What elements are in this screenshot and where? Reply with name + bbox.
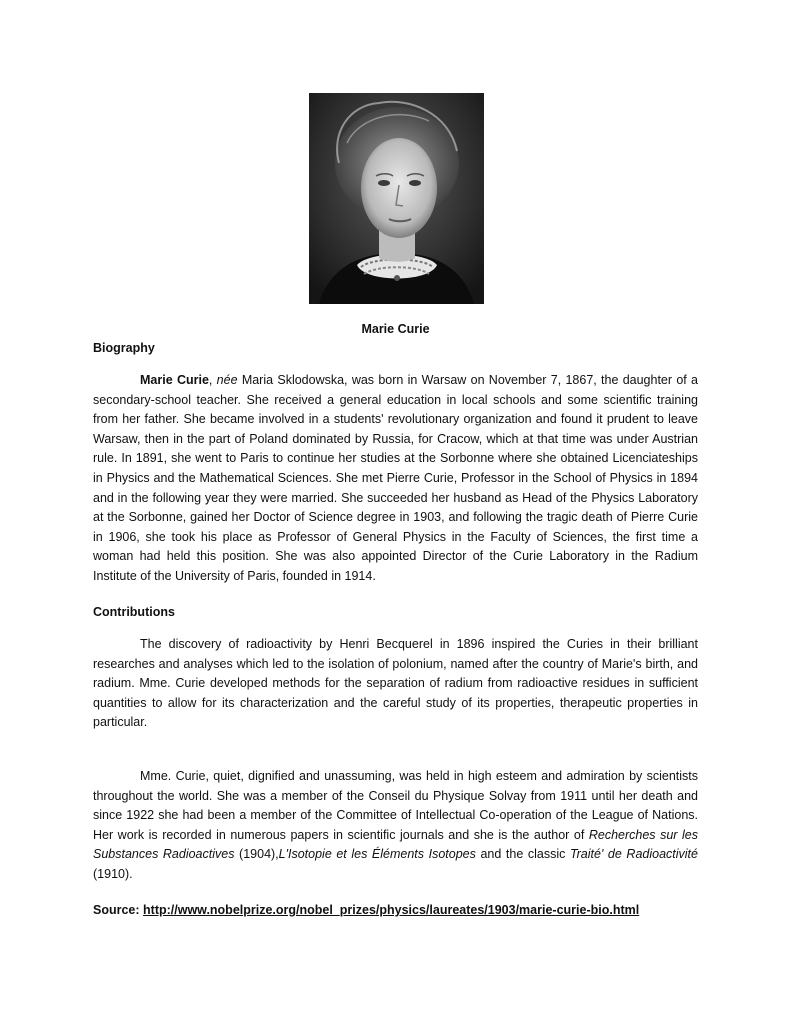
- contributions-text-2d: (1910).: [93, 866, 133, 881]
- contributions-text-2b: (1904),: [234, 847, 279, 862]
- subject-name: Marie Curie: [140, 373, 209, 387]
- source-label: Source:: [93, 903, 140, 917]
- contributions-text-2a: Mme. Curie, quiet, dignified and unassuming, was held in high esteem and admiration by scientists throughout the world. She was a member of the Conseil du Physique Solvay from 1911 until her death and since 1922 she had been a member of the Committee of Intellectual Co-operation of the League of Nations. Her work is recorded in numerous papers in scientific journals and she is the author of: [93, 769, 698, 842]
- nee-word: née: [216, 373, 238, 387]
- contributions-paragraph-2: [93, 767, 698, 885]
- biography-paragraph: Marie Curie, née Maria Sklodowska, was born in Warsaw on November 7, 1867, the daughter of a secondary-school teacher. She received a general education in local schools and some scientific training from her father. She became involved in a students' revolutionary organization and found it prudent to leave Warsaw, then in the part of Poland dominated by Russia, for Cracow, which at that time was under Austrian rule. In 1891, she went to Paris to continue her studies at the Sorbonne where she obtained Licenciateships in Physics and the Mathematical Sciences. She met Pierre Curie, Professor in the School of Physics in 1894 and in the following year they were married. She succeeded her husband as Head of the Physics Laboratory at the Sorbonne, gained her Doctor of Science degree in 1903, and following the tragic death of Pierre Curie in 1906, she took his place as Professor of General Physics in the Faculty of Sciences, the first time a woman had held this position. She was also appointed Director of the Curie Laboratory in the Radium Institute of the University of Paris, founded in 1914.: [93, 373, 698, 583]
- contributions-paragraph-1: [93, 635, 698, 733]
- page-title: Marie Curie: [361, 322, 430, 336]
- biography-text: Maria Sklodowska, was born in Warsaw on November 7, 1867, the daughter of a secondary-school teacher. She received a general education in local schools and some scientific training from her father. She became involved in a students' revolutionary organization and found it prudent to leave Warsaw, then in the part of Poland dominated by Russia, for Cracow, which at that time was under Austrian rule. In 1891, she went to Paris to continue her studies at the Sorbonne where she obtained Licenciateships in Physics and the Mathematical Sciences. She met Pierre Curie, Professor in the School of Physics in 1894 and in the following year they were married. She succeeded her husband as Head of the Physics Laboratory at the Sorbonne, gained her Doctor of Science degree in 1903, and following the tragic death of Pierre Curie in 1906, she took his place as Professor of General Physics in the Faculty of Sciences, the first time a woman had held this position. She was also appointed Director of the Curie Laboratory in the Radium Institute of the University of Paris, founded in 1914.: [93, 373, 698, 583]
- portrait-image: [309, 93, 484, 304]
- contributions-heading: Contributions: [93, 605, 175, 619]
- biography-heading: Biography: [93, 341, 155, 355]
- book-title-3: Traité' de Radioactivité: [569, 847, 698, 862]
- contributions-text-1: The discovery of radioactivity by Henri Becquerel in 1896 inspired the Curies in their brilliant researches and analyses which led to the isolation of polonium, named after the country of Marie's birth, and radium. Mme. Curie developed methods for the separation of radium from radioactive residues in sufficient quantities to allow for its characterization and the careful study of its properties, therapeutic properties in particular.: [93, 637, 698, 730]
- contributions-text-2c: and the classic: [475, 847, 570, 862]
- book-title-2: L'Isotopie et les Éléments Isotopes: [278, 847, 476, 862]
- source-link[interactable]: http://www.nobelprize.org/nobel_prizes/physics/laureates/1903/marie-curie-bio.html: [143, 903, 640, 917]
- book-title-1: Recherches sur les Substances Radioactives: [93, 827, 698, 862]
- source-line: [93, 903, 639, 917]
